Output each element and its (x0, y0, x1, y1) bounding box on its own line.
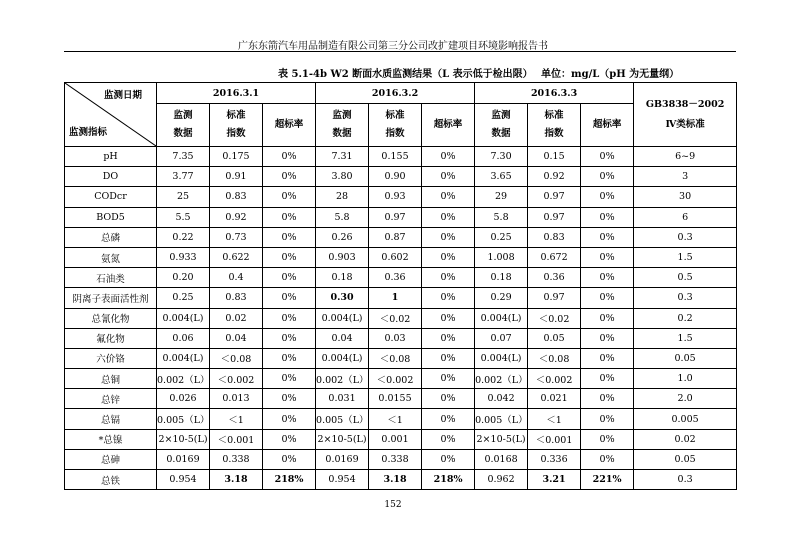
value-cell: 0.954 (157, 470, 210, 490)
table-row (65, 409, 737, 429)
value-cell: 0.93 (369, 187, 422, 207)
subheader-cell: 监测 数据 (316, 104, 369, 147)
value-cell: 0.005（L） (316, 409, 369, 429)
indicator-name-cell: 总磷 (65, 227, 157, 247)
value-cell: 0.36 (528, 268, 581, 288)
value-cell: 0% (581, 247, 634, 267)
table-row (65, 147, 737, 167)
value-cell: 0% (263, 207, 316, 227)
value-cell: 0% (422, 227, 475, 247)
value-cell: 3.21 (528, 470, 581, 490)
value-cell: 0% (422, 308, 475, 328)
table-row (65, 207, 737, 227)
value-cell: 0.338 (369, 449, 422, 469)
value-cell: 0.0169 (316, 449, 369, 469)
value-cell: 2×10-5(L) (157, 429, 210, 449)
value-cell: 0.336 (528, 449, 581, 469)
value-cell: 0% (581, 167, 634, 187)
value-cell: 0.0169 (157, 449, 210, 469)
value-cell: 0.004(L) (157, 348, 210, 368)
value-cell: 0.29 (475, 288, 528, 308)
indicator-name-cell: 总砷 (65, 449, 157, 469)
value-cell: ＜0.02 (369, 308, 422, 328)
indicator-name-cell: 总镉 (65, 409, 157, 429)
value-cell: 0% (581, 288, 634, 308)
value-cell: ＜0.002 (528, 369, 581, 389)
value-cell: 0.25 (475, 227, 528, 247)
value-cell: 3.80 (316, 167, 369, 187)
value-cell: 0.602 (369, 247, 422, 267)
water-quality-table (64, 82, 737, 490)
value-cell: 0% (581, 308, 634, 328)
table-row (65, 429, 737, 449)
value-cell: 0.04 (210, 328, 263, 348)
value-cell: 0.18 (475, 268, 528, 288)
subheader-cell: 监测 数据 (157, 104, 210, 147)
value-cell: 0.155 (369, 147, 422, 167)
value-cell: 0% (581, 227, 634, 247)
value-cell: ＜0.002 (369, 369, 422, 389)
corner-date-label: 监测日期 (103, 90, 142, 101)
value-cell: 0.22 (157, 227, 210, 247)
value-cell: 0.06 (157, 328, 210, 348)
value-cell: 0% (422, 167, 475, 187)
indicator-name-cell: pH (65, 147, 157, 167)
value-cell: 0% (581, 348, 634, 368)
value-cell: 0.03 (369, 328, 422, 348)
value-cell: 0.07 (475, 328, 528, 348)
value-cell: 0% (263, 227, 316, 247)
value-cell: 0% (422, 348, 475, 368)
value-cell: 2×10-5(L) (475, 429, 528, 449)
date-header-1: 2016.3.1 (157, 83, 316, 104)
value-cell: 28 (316, 187, 369, 207)
value-cell: 0% (422, 328, 475, 348)
indicator-name-cell: 石油类 (65, 268, 157, 288)
value-cell: 0.004(L) (316, 308, 369, 328)
indicator-name-cell: CODcr (65, 187, 157, 207)
value-cell: ＜1 (369, 409, 422, 429)
page-header: 广东东箭汽车用品制造有限公司第三分公司改扩建项目环境影响报告书 (238, 41, 548, 52)
value-cell: 0.002（L） (475, 369, 528, 389)
value-cell: 0% (422, 389, 475, 409)
value-cell: 0.903 (316, 247, 369, 267)
value-cell: 0.90 (369, 167, 422, 187)
value-cell: 0% (263, 187, 316, 207)
value-cell: 218% (422, 470, 475, 490)
subheader-cell: 超标率 (263, 104, 316, 147)
value-cell: ＜0.08 (369, 348, 422, 368)
value-cell: 0.031 (316, 389, 369, 409)
value-cell: 0.026 (157, 389, 210, 409)
standard-value-cell: 1.0 (634, 369, 737, 389)
table-caption: 表 5.1-4b W2 断面水质监测结果（L 表示低于检出限） (278, 69, 533, 80)
subheader-cell: 标准 指数 (528, 104, 581, 147)
value-cell: 0% (581, 328, 634, 348)
value-cell: 0% (581, 429, 634, 449)
value-cell: 0.005（L） (157, 409, 210, 429)
value-cell: 3.77 (157, 167, 210, 187)
indicator-name-cell: 氨氮 (65, 247, 157, 267)
standard-value-cell: 0.05 (634, 348, 737, 368)
value-cell: 0% (422, 187, 475, 207)
table-row (65, 389, 737, 409)
page-number: 152 (384, 500, 402, 510)
value-cell: 3.18 (369, 470, 422, 490)
value-cell: 0% (263, 167, 316, 187)
table-row (65, 449, 737, 469)
value-cell: 0.26 (316, 227, 369, 247)
subheader-cell: 标准 指数 (369, 104, 422, 147)
value-cell: 0.83 (210, 288, 263, 308)
value-cell: 0.92 (528, 167, 581, 187)
value-cell: 0% (263, 389, 316, 409)
value-cell: 0.005（L） (475, 409, 528, 429)
value-cell: 0% (263, 288, 316, 308)
corner-header-cell (65, 83, 157, 147)
indicator-name-cell: 总铜 (65, 369, 157, 389)
indicator-name-cell: BOD5 (65, 207, 157, 227)
value-cell: 7.35 (157, 147, 210, 167)
value-cell: 0% (263, 328, 316, 348)
table-row (65, 288, 737, 308)
value-cell: 0% (263, 429, 316, 449)
value-cell: 0% (581, 389, 634, 409)
standard-value-cell: 2.0 (634, 389, 737, 409)
standard-header-label: GB3838－2002 Ⅳ类标准 (645, 98, 725, 130)
table-row (65, 308, 737, 328)
value-cell: 0% (263, 409, 316, 429)
indicator-name-cell: 总氰化物 (65, 308, 157, 328)
value-cell: 0.175 (210, 147, 263, 167)
value-cell: 0.04 (316, 328, 369, 348)
value-cell: 0.05 (528, 328, 581, 348)
table-row (65, 328, 737, 348)
value-cell: 0.25 (157, 288, 210, 308)
date-header-3: 2016.3.3 (475, 83, 634, 104)
value-cell: 0% (581, 147, 634, 167)
value-cell: 0% (581, 268, 634, 288)
value-cell: 0% (581, 449, 634, 469)
indicator-name-cell: 总锌 (65, 389, 157, 409)
subheader-cell: 监测 数据 (475, 104, 528, 147)
value-cell: ＜0.002 (210, 369, 263, 389)
subheader-cell: 超标率 (422, 104, 475, 147)
header-divider (64, 51, 736, 52)
value-cell: 0.73 (210, 227, 263, 247)
date-header-2: 2016.3.2 (316, 83, 475, 104)
value-cell: 0% (422, 429, 475, 449)
value-cell: 0.15 (528, 147, 581, 167)
value-cell: 7.31 (316, 147, 369, 167)
value-cell: 0.92 (210, 207, 263, 227)
value-cell: 0.933 (157, 247, 210, 267)
indicator-name-cell: *总镍 (65, 429, 157, 449)
value-cell: 2×10-5(L) (316, 429, 369, 449)
value-cell: 0% (263, 348, 316, 368)
value-cell: 0.0155 (369, 389, 422, 409)
value-cell: 0% (422, 147, 475, 167)
value-cell: 0% (422, 449, 475, 469)
value-cell: 0.338 (210, 449, 263, 469)
standard-value-cell: 0.05 (634, 449, 737, 469)
table-row (65, 167, 737, 187)
value-cell: ＜1 (528, 409, 581, 429)
standard-value-cell: 1.5 (634, 328, 737, 348)
value-cell: 0.97 (528, 288, 581, 308)
value-cell: 0% (422, 409, 475, 429)
unit-label: 单位：mg/L（pH 为无量纲） (541, 69, 680, 80)
value-cell: 0.83 (210, 187, 263, 207)
indicator-name-cell: 阴离子表面活性剂 (65, 288, 157, 308)
value-cell: ＜0.001 (528, 429, 581, 449)
standard-value-cell: 3 (634, 167, 737, 187)
value-cell: 0.004(L) (316, 348, 369, 368)
value-cell: 0.02 (210, 308, 263, 328)
table-row (65, 227, 737, 247)
standard-header (634, 83, 737, 147)
value-cell: 221% (581, 470, 634, 490)
value-cell: 3.65 (475, 167, 528, 187)
standard-value-cell: 0.2 (634, 308, 737, 328)
value-cell: 0.97 (369, 207, 422, 227)
value-cell: 0% (581, 187, 634, 207)
value-cell: 0% (263, 369, 316, 389)
value-cell: 0.83 (528, 227, 581, 247)
value-cell: 0% (263, 449, 316, 469)
indicator-name-cell: 六价铬 (65, 348, 157, 368)
value-cell: 3.18 (210, 470, 263, 490)
value-cell: 0.962 (475, 470, 528, 490)
standard-value-cell: 0.3 (634, 470, 737, 490)
table-row (65, 470, 737, 490)
value-cell: 0% (581, 207, 634, 227)
value-cell: 0.954 (316, 470, 369, 490)
value-cell: 0.002（L） (157, 369, 210, 389)
value-cell: 0.042 (475, 389, 528, 409)
table-row (65, 268, 737, 288)
value-cell: 0.004(L) (475, 348, 528, 368)
value-cell: 0.97 (528, 207, 581, 227)
value-cell: ＜0.001 (210, 429, 263, 449)
value-cell: 0.91 (210, 167, 263, 187)
value-cell: 0% (422, 268, 475, 288)
value-cell: 0% (263, 247, 316, 267)
value-cell: ＜0.08 (210, 348, 263, 368)
standard-value-cell: 6~9 (634, 147, 737, 167)
value-cell: 0.97 (528, 187, 581, 207)
value-cell: 0.672 (528, 247, 581, 267)
value-cell: 0.30 (316, 288, 369, 308)
value-cell: ＜0.08 (528, 348, 581, 368)
standard-value-cell: 6 (634, 207, 737, 227)
value-cell: 0.20 (157, 268, 210, 288)
value-cell: 218% (263, 470, 316, 490)
table-row (65, 348, 737, 368)
value-cell: 0.013 (210, 389, 263, 409)
indicator-name-cell: 氟化物 (65, 328, 157, 348)
corner-indicator-label: 监测指标 (69, 127, 108, 138)
standard-value-cell: 0.3 (634, 227, 737, 247)
value-cell: 0% (263, 268, 316, 288)
value-cell: 0% (581, 409, 634, 429)
standard-value-cell: 0.005 (634, 409, 737, 429)
value-cell: 0.004(L) (157, 308, 210, 328)
standard-value-cell: 0.5 (634, 268, 737, 288)
value-cell: 0.622 (210, 247, 263, 267)
value-cell: ＜0.02 (528, 308, 581, 328)
standard-value-cell: 30 (634, 187, 737, 207)
value-cell: 0.4 (210, 268, 263, 288)
value-cell: 5.5 (157, 207, 210, 227)
value-cell: 0.021 (528, 389, 581, 409)
value-cell: 5.8 (475, 207, 528, 227)
value-cell: 0% (422, 247, 475, 267)
value-cell: 7.30 (475, 147, 528, 167)
value-cell: 0% (422, 207, 475, 227)
standard-value-cell: 0.3 (634, 288, 737, 308)
table-row (65, 187, 737, 207)
value-cell: 25 (157, 187, 210, 207)
standard-value-cell: 1.5 (634, 247, 737, 267)
table-row (65, 369, 737, 389)
indicator-name-cell: 总铁 (65, 470, 157, 490)
standard-value-cell: 0.02 (634, 429, 737, 449)
value-cell: 0.18 (316, 268, 369, 288)
value-cell: 0.87 (369, 227, 422, 247)
value-cell: 0% (422, 288, 475, 308)
value-cell: 0.004(L) (475, 308, 528, 328)
value-cell: 0.36 (369, 268, 422, 288)
value-cell: 0.0168 (475, 449, 528, 469)
value-cell: 0.001 (369, 429, 422, 449)
table-row (65, 247, 737, 267)
value-cell: 0% (263, 147, 316, 167)
value-cell: 0% (263, 308, 316, 328)
indicator-name-cell: DO (65, 167, 157, 187)
value-cell: 0.002（L） (316, 369, 369, 389)
value-cell: ＜1 (210, 409, 263, 429)
value-cell: 0% (581, 369, 634, 389)
value-cell: 5.8 (316, 207, 369, 227)
value-cell: 1.008 (475, 247, 528, 267)
subheader-cell: 超标率 (581, 104, 634, 147)
value-cell: 29 (475, 187, 528, 207)
value-cell: 1 (369, 288, 422, 308)
subheader-cell: 标准 指数 (210, 104, 263, 147)
value-cell: 0% (422, 369, 475, 389)
